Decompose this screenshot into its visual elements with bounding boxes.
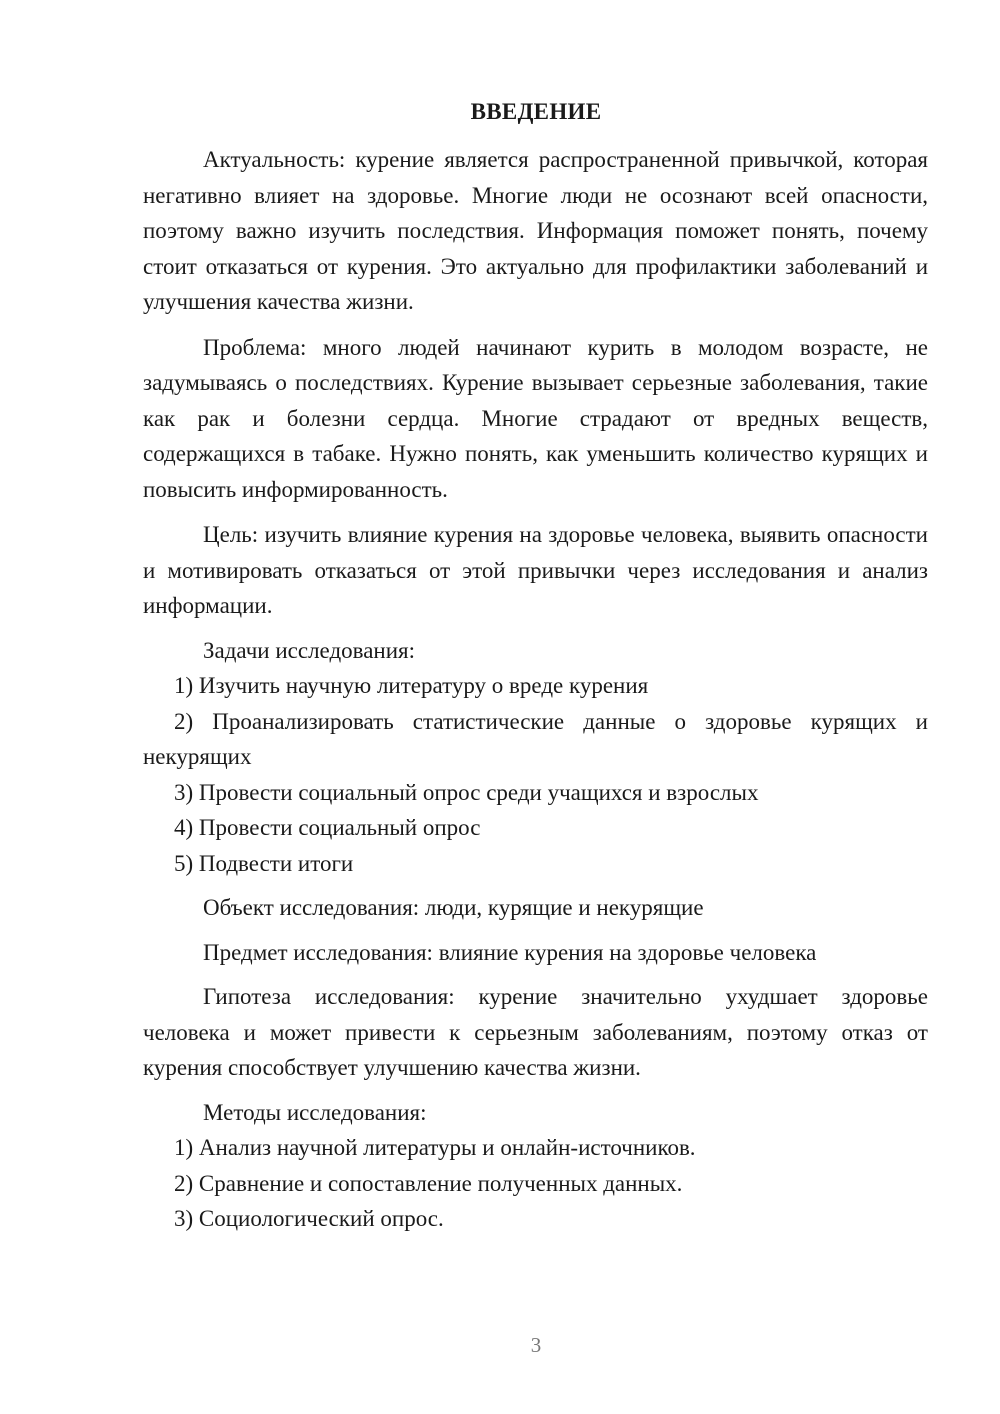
paragraph-hypothesis: Гипотеза исследования: курение значительно ухудшает здоровье человека и может привести к серьезным заболеваниям, поэтому отказ от курения способствует улучшению качества жизни.: [143, 984, 928, 1080]
method-item: 2) Сравнение и сопоставление полученных данных.: [174, 1170, 683, 1196]
task-item: 4) Провести социальный опрос: [174, 815, 481, 840]
method-item: 1) Анализ научной литературы и онлайн-источников.: [174, 1135, 696, 1160]
paragraph-problem: Проблема: много людей начинают курить в молодом возрасте, не задумываясь о последствиях. Курение вызывает серьезные заболевания, такие как рак и болезни сердца. Многие страдают от вредных веществ, содержащихся в табаке. Нужно понять, как уменьшить количество курящих и повысить информированность.: [143, 334, 928, 502]
paragraph-object: Объект исследования: люди, курящие и некурящие: [203, 895, 704, 920]
paragraph-goal: Цель: изучить влияние курения на здоровье человека, выявить опасности и мотивировать отказаться от этой привычки через исследования и анализ информации.: [143, 522, 928, 618]
tasks-heading: Задачи исследования:: [203, 637, 416, 663]
paragraph-relevance: Актуальность: курение является распространенной привычкой, которая негативно влияет на здоровье. Многие люди не осознают всей опасности, поэтому важно изучить последствия. Информация поможет понять, почему стоит отказаться от курения. Это актуально для профилактики заболеваний и улучшения качества жизни.: [143, 147, 928, 314]
paragraph-subject: Предмет исследования: влияние курения на здоровье человека: [203, 939, 817, 965]
method-item: 3) Социологический опрос.: [174, 1206, 444, 1231]
methods-heading: Методы исследования:: [203, 1099, 427, 1125]
task-item: 1) Изучить научную литературу о вреде курения: [174, 673, 649, 698]
page-number: 3: [530, 1333, 542, 1357]
page-body: [143, 142, 928, 1237]
page-title: ВВЕДЕНИЕ: [470, 99, 602, 124]
task-item: 2) Проанализировать статистические данные о здоровье курящих и некурящих: [143, 708, 928, 769]
task-item: 3) Провести социальный опрос среди учащихся и взрослых: [174, 779, 759, 805]
task-item: 5) Подвести итоги: [174, 850, 354, 876]
